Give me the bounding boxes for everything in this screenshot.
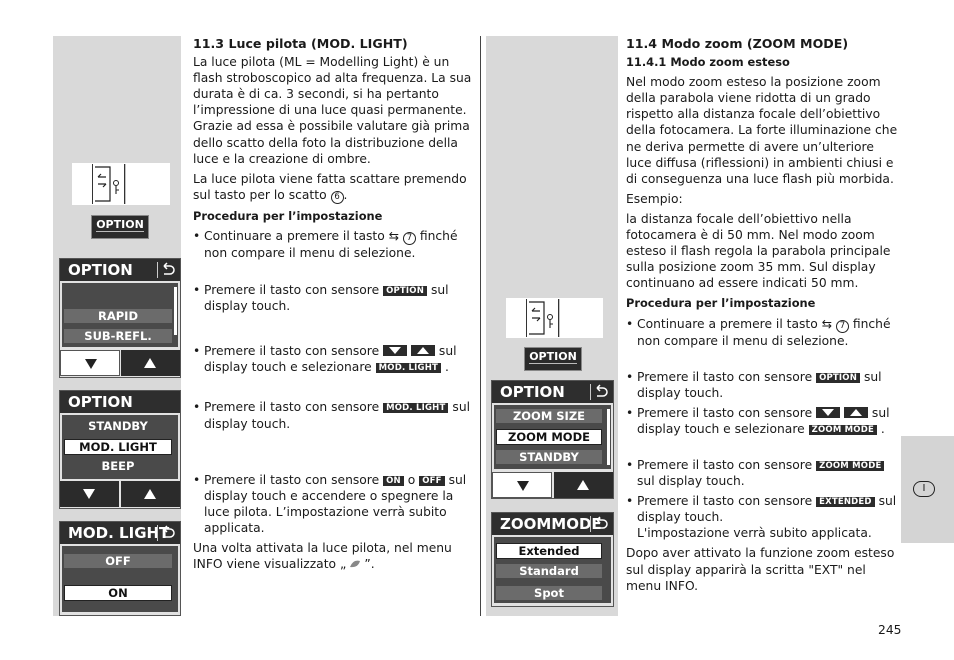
subsection-title: 11.4.1 Modo zoom esteso	[626, 55, 790, 70]
nav-buttons	[492, 472, 613, 498]
up-arrow-button	[121, 481, 180, 507]
step-2: • Premere il tasto con sensore OPTION sul display touch.	[626, 369, 898, 401]
trigger-paragraph: La luce pilota viene fatta scattare premendo sul tasto per lo scatto 6 .	[193, 171, 467, 202]
menu-item-zoom-mode: ZOOM MODE	[496, 429, 602, 445]
touch-display-zoommode	[491, 512, 614, 607]
step-4: • Premere il tasto con sensore MOD. LIGHT sul display touch.	[193, 399, 473, 431]
screen-title: MOD. LIGHT	[60, 522, 180, 544]
up-arrow-chip	[844, 407, 868, 418]
step-5: • Premere il tasto con sensore ON o OFF sul display touch e accendere o spegnere la luce pilota. L’impostazione verrà subito applicata.	[193, 472, 473, 536]
step-4: • Premere il tasto con sensore ZOOM MODE sul display touch.	[626, 457, 898, 489]
intro-paragraph: La luce pilota (ML = Modelling Light) è un flash stroboscopico ad alta frequenza. La sua durata è di ca. 3 secondi, si ha pertanto l’impressione di una luce quasi permanente. Grazie ad essa è possibile valutare già prima dello scatto della foto la distribuzione della luce e la creazione di ombre.	[193, 55, 472, 166]
procedure-heading: Procedura per l’impostazione	[193, 208, 383, 223]
up-arrow-button	[554, 472, 613, 498]
down-arrow-button	[60, 481, 119, 507]
touch-display-option-2	[59, 390, 181, 509]
menu-item-rapid: RAPID	[64, 309, 172, 323]
scrollbar	[607, 409, 610, 465]
scrollbar	[174, 287, 177, 335]
section-title: 11.3 Luce pilota (MOD. LIGHT)	[193, 36, 408, 51]
page-number: 245	[878, 623, 902, 637]
down-arrow-chip	[383, 345, 407, 356]
flash-button-illustration	[506, 298, 603, 338]
option-button-label: OPTION	[529, 350, 577, 363]
step-1: • Continuare a premere il tasto ⇆ 7 finché non compare il menu di selezione.	[626, 316, 898, 349]
paragraph-1: Nel modo zoom esteso la posizione zoom della parabola viene ridotta di un grado rispetto alla distanza focale dell’obiettivo della fotocamera. La forte illuminazione che ne deriva permette di avere un’ulteriore luce diffusa (riflessioni) in ambienti chiusi e di conseguenza una luce flash più morbida.	[626, 75, 898, 186]
option-button-illustration	[91, 215, 149, 239]
left-text-column	[193, 36, 473, 576]
back-icon	[590, 516, 609, 532]
menu-item-standard: Standard	[496, 564, 602, 578]
menu-item-beep: BEEP	[64, 459, 172, 473]
paragraph-3: la distanza focale dell’obiettivo nella fotocamera è di 50 mm. Nel modo zoom esteso il flash regola la parabola principale sulla posizione zoom 35 mm. Sul display continuano ad essere indicati 50 mm.	[626, 211, 891, 291]
flash-button-illustration	[72, 163, 170, 205]
menu-item-standby: STANDBY	[496, 450, 602, 464]
option-button-label: OPTION	[96, 218, 144, 231]
toggle-key-icon: ⇆	[388, 228, 400, 243]
menu-item-sub-refl: SUB-REFL.	[64, 329, 172, 343]
down-arrow-button	[60, 350, 120, 376]
language-side-tab	[901, 436, 954, 543]
menu-item-on: ON	[64, 585, 172, 601]
final-paragraph: Dopo aver attivato la funzione zoom esteso sul display apparirà la scritta "EXT" nel menu INFO.	[626, 546, 895, 593]
final-paragraph: Una volta attivata la luce pilota, nel menu INFO viene visualizzato „ ”.	[193, 540, 452, 572]
menu-item-standby: STANDBY	[64, 419, 172, 433]
touch-display-option-1	[59, 258, 181, 378]
step-2: • Premere il tasto con sensore OPTION sul display touch.	[193, 282, 473, 314]
option-button-illustration	[524, 347, 582, 371]
down-arrow-chip	[816, 407, 840, 418]
touch-display-mod-light	[59, 521, 181, 616]
back-icon	[157, 262, 176, 278]
step-3: • Premere il tasto con sensore sul display touch e selezionare MOD. LIGHT .	[193, 343, 473, 375]
menu-item-off: OFF	[64, 554, 172, 568]
down-arrow-button	[492, 472, 552, 498]
screen-title: ZOOMMODE	[492, 513, 613, 535]
back-icon	[157, 525, 176, 541]
language-label: I	[913, 481, 935, 497]
screen-title: OPTION	[60, 259, 180, 281]
menu-item-mod-light: MOD. LIGHT	[64, 439, 172, 455]
step-3: • Premere il tasto con sensore sul display touch e selezionare ZOOM MODE .	[626, 405, 898, 437]
menu-item-spot: Spot	[496, 586, 602, 600]
menu-item-zoom-size: ZOOM SIZE	[496, 409, 602, 423]
up-arrow-button	[121, 350, 180, 376]
toggle-key-icon: ⇆	[821, 316, 833, 331]
touch-display-option	[491, 380, 614, 499]
nav-buttons	[60, 350, 180, 376]
section-title: 11.4 Modo zoom (ZOOM MODE)	[626, 36, 849, 51]
screen-title: OPTION	[60, 391, 180, 413]
paragraph-2: Esempio:	[626, 191, 683, 206]
menu-item-extended: Extended	[496, 543, 602, 559]
procedure-heading: Procedura per l’impostazione	[626, 296, 816, 311]
screen-title: OPTION	[492, 381, 613, 403]
back-icon	[590, 384, 609, 400]
modelling-light-icon	[349, 557, 361, 567]
step-5: • Premere il tasto con sensore EXTENDED sul display touch. L'impostazione verrà subito applicata.	[626, 493, 898, 541]
step-1: • Continuare a premere il tasto ⇆ 7 finché non compare il menu di selezione.	[193, 228, 473, 261]
right-text-column	[626, 36, 898, 598]
column-divider	[480, 36, 481, 616]
up-arrow-chip	[411, 345, 435, 356]
nav-buttons	[60, 481, 180, 507]
